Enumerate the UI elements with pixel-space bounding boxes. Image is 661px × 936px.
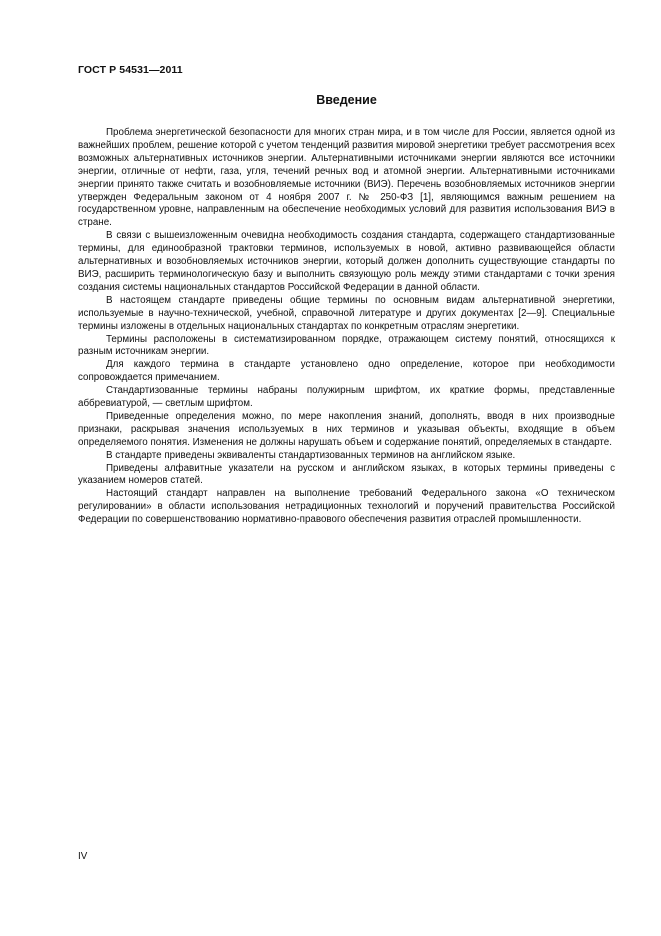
- paragraph: В связи с вышеизложенным очевидна необходимость создания стандарта, содержащего стандартизованные термины, для единообразной трактовки терминов, используемых в новой, активно развивающейся области альтернативных и возобновляемых источников энергии, который должен дополнить существующие стандарты по ВИЭ, расширить терминологическую базу и выполнить связующую роль между этими стандартами с точки зрения создания системы национальных стандартов Российской Федерации в данной области.: [78, 230, 615, 293]
- section-title: Введение: [316, 93, 377, 107]
- introduction-text: [78, 127, 615, 527]
- document-code: ГОСТ Р 54531—2011: [78, 64, 183, 76]
- paragraph: В стандарте приведены эквиваленты стандартизованных терминов на английском языке.: [106, 449, 516, 461]
- paragraph: Для каждого термина в стандарте установлено одно определение, которое при необходимости сопровождается примечанием.: [78, 359, 615, 384]
- paragraph: Проблема энергетической безопасности для многих стран мира, и в том числе для России, является одной из важнейших проблем, решение которой с учетом тенденций развития мировой энергетики требует рассмотрения всех возможных альтернативных источников энергии. Альтернативными источниками энергии являются все источники энергии, отличные от нефти, газа, угля, течений речных вод и атомной энергии. Альтернативными источниками энергии принято также считать и возобновляемые источники (ВИЭ). Перечень возобновляемых источников энергии утвержден Федеральным законом от 4 ноября 2007 г. № 250-ФЗ [1], являющимся важным решением на государственном уровне, направленным на обеспечение необходимых условий для развития использования ВИЭ в стране.: [78, 127, 615, 229]
- page-number: IV: [78, 851, 88, 862]
- paragraph: Настоящий стандарт направлен на выполнение требований Федерального закона «О техническом регулировании» в области использования нетрадиционных технологий и поручений правительства Российской Федерации по совершенствованию нормативно-правового обеспечения развития отраслей промышленности.: [78, 488, 615, 526]
- paragraph: Приведенные определения можно, по мере накопления знаний, дополнять, вводя в них производные признаки, раскрывая значения используемых в них терминов и указывая объекты, входящие в объем определяемого понятия. Изменения не должны нарушать объем и содержание понятий, определяемых в стандарте.: [78, 410, 615, 448]
- paragraph: Приведены алфавитные указатели на русском и английском языках, в которых термины приведены с указанием номеров статей.: [78, 462, 615, 487]
- paragraph: Стандартизованные термины набраны полужирным шрифтом, их краткие формы, представленные аббревиатурой, — светлым шрифтом.: [78, 385, 615, 410]
- paragraph: В настоящем стандарте приведены общие термины по основным видам альтернативной энергетики, используемые в научно-технической, учебной, справочной литературе и других документах [2—9]. Специальные термины изложены в отдельных национальных стандартах по конкретным отраслям энергетики.: [78, 294, 615, 332]
- paragraph: Термины расположены в систематизированном порядке, отражающем систему понятий, относящихся к разным источникам энергии.: [78, 333, 615, 358]
